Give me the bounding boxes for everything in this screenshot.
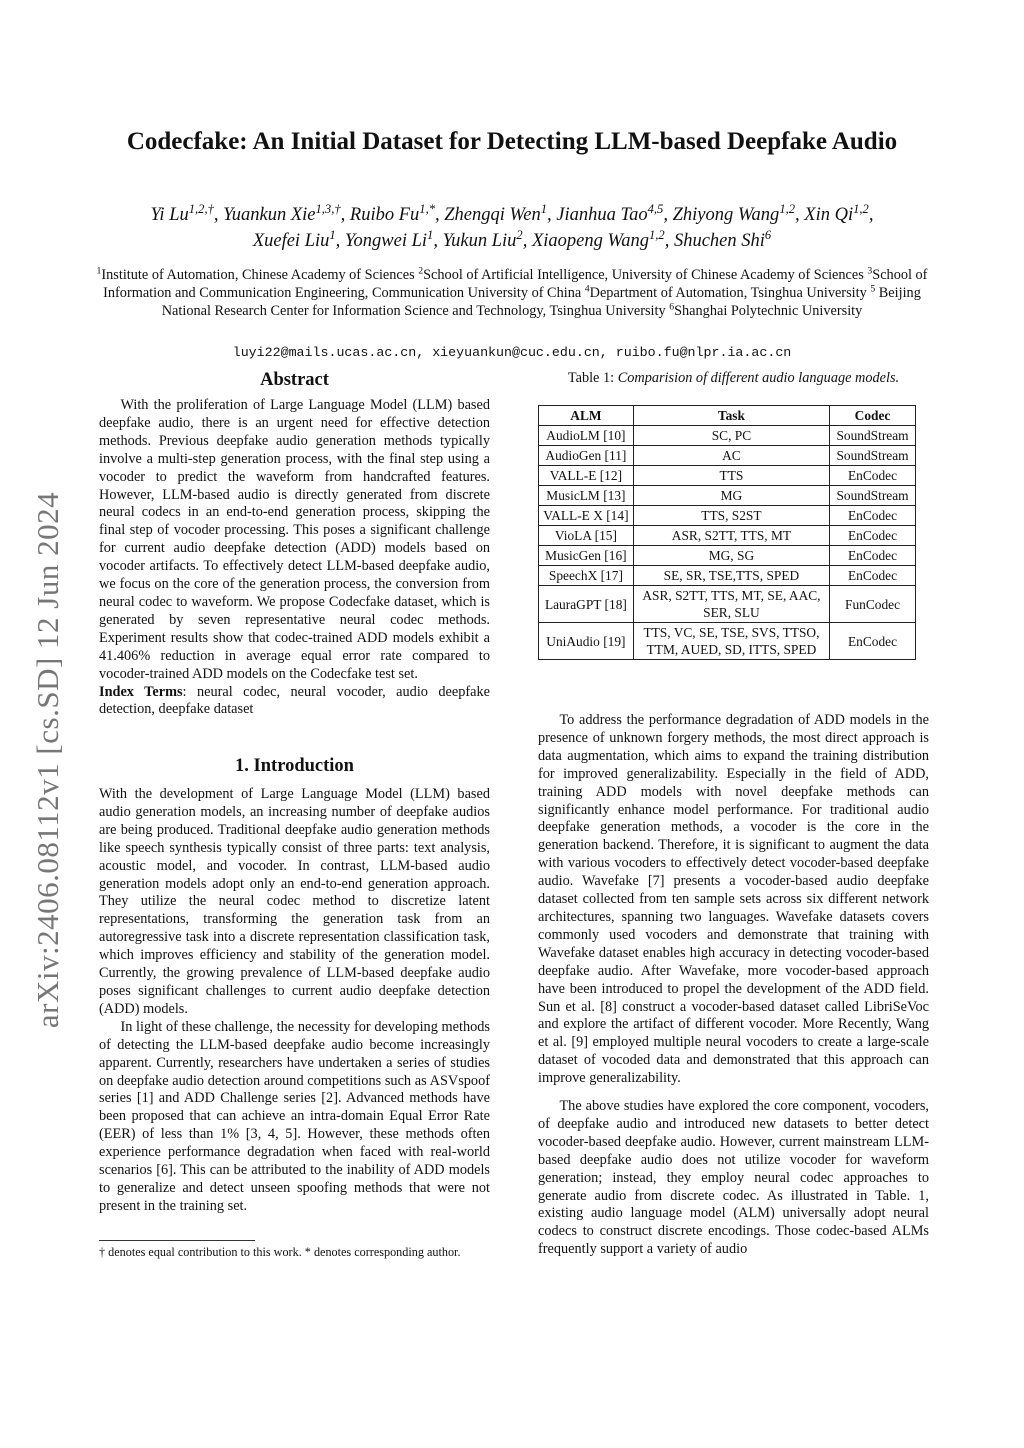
body-paragraph: To address the performance degradation of ADD models in the presence of unknown forgery methods, the most direct approach is data augmentation, which aims to expand the training distribution for improved generalizability. Especially in the field of ADD, training ADD models with novel deepfake methods can significantly enhance model performance. For traditional audio deepfake generation methods, a vocoder is the core in the generation backend. Therefore, it is significant to augment the data with various vocoders to effectively detect vocoder-based deepfake audio. Wavefake [7] presents a vocoder-based audio deepfake dataset collected from ten sample sets across six different network architectures, spanning two languages. Wavefake datasets covers commonly used vocoders and demonstrate that training with Wavefake dataset enables high accuracy in detecting vocoder-based deepfake audio. After Wavefake, more vocoder-based approach have been introduced to propel the development of the ADD field. Sun et al. [8] construct a vocoder-based dataset called LibriSeVoc and explore the artifact of different vocoder. More Recently, Wang et al. [9] employed multiple neural vocoders to create a large-scale dataset of vocoded data and demonstrated that this approach can improve generalizability. [538,712,929,1087]
table-cell: UniAudio [19] [539,623,634,660]
alm-table [538,405,916,660]
table-row [539,506,916,526]
table-cell: MG, SG [633,546,829,566]
abstract-body [99,397,490,719]
footnote-rule [99,1240,255,1241]
table-cell: MusicGen [16] [539,546,634,566]
author-line-2 [60,228,964,254]
table-cell: SpeechX [17] [539,566,634,586]
table-row [539,426,916,446]
table-cell: EnCodec [830,506,916,526]
body-paragraph: The above studies have explored the core component, vocoders, of deepfake audio and introduced new datasets to better detect vocoder-based deepfake audio. However, current mainstream LLM-based deepfake audio does not utilize vocoder for waveform generation; instead, they employ neural codec approaches to generate audio from discrete codec. As illustrated in Table. 1, existing audio language model (ALM) universally adopt neural codecs to construct discrete encodings. Those codec-based ALMs frequently support a variety of audio [538,1098,929,1258]
arxiv-stamp-text: arXiv:2406.08112v1 [cs.SD] 12 Jun 2024 [30,491,65,1029]
table-cell: EnCodec [830,526,916,546]
table-cell: MusicLM [13] [539,486,634,506]
abstract-paragraph: With the proliferation of Large Language Model (LLM) based deepfake audio, there is an urgent need for effective detection methods. Previous deepfake audio generation methods typically involve a multi-step generation process, with the final step using a vocoder to predict the waveform from handcrafted features. However, LLM-based audio is directly generated from discrete neural codecs in an end-to-end generation process, skipping the final step of vocoder processing. This poses a significant challenge for current audio deepfake detection (ADD) models based on vocoder artifacts. To effectively detect LLM-based deepfake audio, we focus on the core of the generation process, the conversion from neural codec to waveform. We propose Codecfake dataset, which is generated by seven representative neural codec methods. Experiment results show that codec-trained ADD models exhibit a 41.406% reduction in average equal error rate compared to vocoder-trained ADD models on the Codecfake test set. [99,397,490,682]
table-caption: Table 1: Comparision of different audio language models. [567,370,900,386]
table-cell: TTS [633,466,829,486]
table-cell: EnCodec [830,546,916,566]
author: Xiaopeng Wang$^{1,2}$, [531,228,674,251]
table-cell: SoundStream [830,446,916,466]
author-emails: luyi22@mails.ucas.ac.cn, xieyuankun@cuc.edu.cn, ruibo.fu@nlpr.ia.ac.cn [232,345,792,360]
author: Zhiyong Wang$^{1,2}$, [672,202,805,225]
table-cell: EnCodec [830,623,916,660]
table-cell: SE, SR, TSE,TTS, SPED [633,566,829,586]
introduction-body [99,786,490,1216]
affiliations: $^1$Institute of Automation, Chinese Academy of Sciences $^2$School of Artificial Intelligence, University of Chinese Academy of Sciences $^3$School of Information and Communication Engineering, Communication University of China $^4$Department of Automation, Tsinghua University $^5$ Beijing National Research Center for Information Science and Technology, Tsinghua University $^6$Shanghai Polytechnic University [96,265,928,319]
index-terms: Index Terms: neural codec, neural vocoder, audio deepfake detection, deepfake dataset [99,683,490,718]
footnote: † denotes equal contribution to this work. * denotes corresponding author. [99,1245,461,1259]
table-cell: AudioGen [11] [539,446,634,466]
table-row [539,486,916,506]
author: Ruibo $Fu^{1,*}$, [349,202,445,225]
table-header-cell: ALM [539,406,634,426]
intro-paragraph-1: With the development of Large Language Model (LLM) based audio generation models, an increasing number of deepfake audios are being produced. Traditional deepfake audio generation methods like speech synthesis typically consist of three parts: text analysis, acoustic model, and vocoder. In contrast, LLM-based audio generation models adopt only an end-to-end generation approach. They utilize the neural codec method to discretize latent representations, transforming the generation task from an autoregressive task into a discrete representation classification task, which improves efficiency and stability of the generation model. Currently, the growing prevalence of LLM-based deepfake audio poses significant challenges to current audio deepfake detection (ADD) models. [99,786,490,1017]
table-cell: FunCodec [830,586,916,623]
author: Jianhua Tao$^{4,5}$, [556,202,673,225]
table-cell: VALL-E X [14] [539,506,634,526]
table-row [539,566,916,586]
table-row [539,466,916,486]
table-row [539,623,916,660]
paper-title: Codecfake: An Initial Dataset for Detecting LLM-based Deepfake Audio [126,128,898,155]
table-cell: VioLA [15] [539,526,634,546]
table-cell: ASR, S2TT, TTS, MT [633,526,829,546]
author: Shuchen Shi$^6$ [673,228,772,251]
author-line-1 [60,202,964,228]
table-row [539,586,916,623]
table-cell: TTS, S2ST [633,506,829,526]
table-cell: SoundStream [830,426,916,446]
table-cell: SoundStream [830,486,916,506]
right-column-body [538,712,929,1259]
table-cell: AC [633,446,829,466]
author: Yuankun Xie$^{1,3,\dagger}$, [223,202,350,225]
author: Xin Qi$^{1,2}$, [804,202,874,225]
table-header-row [539,406,916,426]
table-row [539,526,916,546]
arxiv-stamp [28,460,68,1060]
author: Xuefei Liu$^1$, [252,228,345,251]
author: Zhengqi Wen$^1$, [444,202,557,225]
table-header-cell: Task [633,406,829,426]
table-row [539,546,916,566]
intro-paragraph-2: In light of these challenge, the necessity for developing methods of detecting the LLM-based deepfake audio become increasingly apparent. Currently, researchers have undertaken a series of studies on deepfake audio detection around competitions such as ASVspoof series [1] and ADD Challenge series [2]. Advanced methods have been proposed that can achieve an intra-domain Equal Error Rate (EER) of less than 1% [3, 4, 5]. However, these methods often experience performance degradation when faced with real-world scenarios [6]. This can be attributed to the inability of ADD models to generalize and detect unseen spoofing methods that were not present in the training set. [99,1018,490,1214]
table-cell: TTS, VC, SE, TSE, SVS, TTSO, TTM, AUED, SD, ITTS, SPED [633,623,829,660]
introduction-heading: 1. Introduction [235,756,354,776]
table-header-cell: Codec [830,406,916,426]
table-cell: AudioLM [10] [539,426,634,446]
table-cell: EnCodec [830,466,916,486]
table-cell: EnCodec [830,566,916,586]
author: Yukun Liu$^2$, [442,228,532,251]
table-cell: VALL-E [12] [539,466,634,486]
table-row [539,446,916,466]
abstract-heading: Abstract [260,370,329,390]
author: Yongwei Li$^1$, [344,228,443,251]
table-cell: ASR, S2TT, TTS, MT, SE, AAC, SER, SLU [633,586,829,623]
author: Yi $Lu^{1,2,\dagger}$, [150,202,224,225]
table-cell: MG [633,486,829,506]
table-cell: SC, PC [633,426,829,446]
table-cell: LauraGPT [18] [539,586,634,623]
author-list [60,202,964,254]
